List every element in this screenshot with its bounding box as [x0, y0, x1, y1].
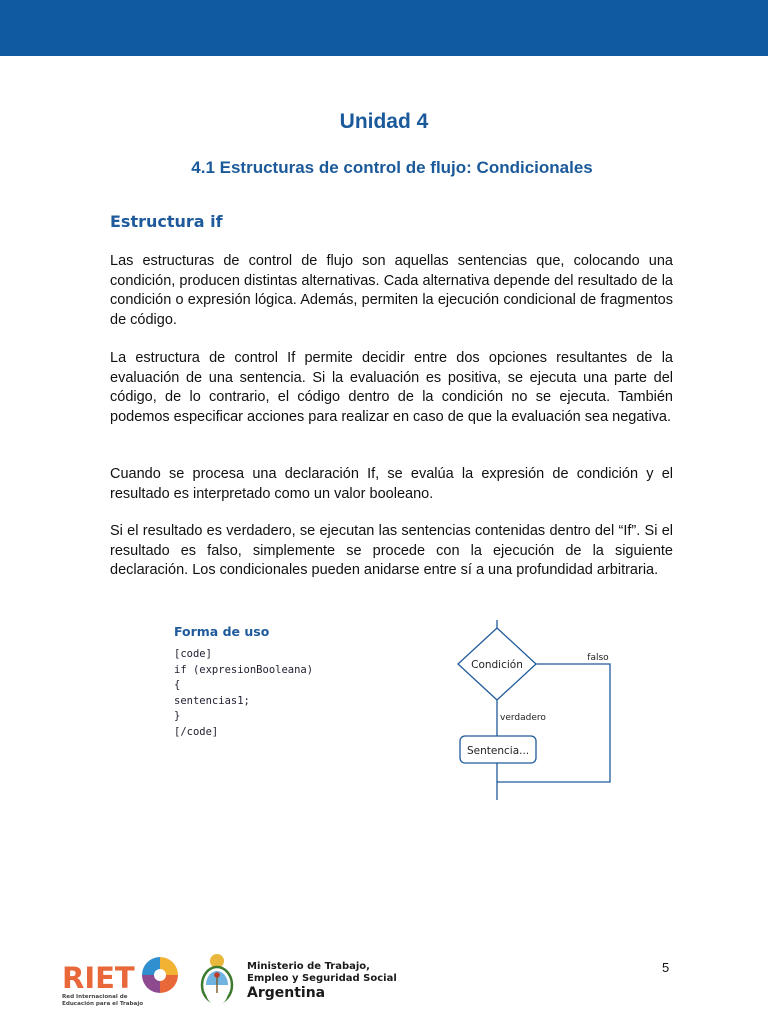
code-line: } [174, 710, 181, 723]
paragraph-1: Las estructuras de control de flujo son aquellas sentencias que, colocando una condición, producen distintas alternativas. Cada alternativa depende del resultado de la condición o expresión lógica. Además, permiten la ejecución condicional de fragmentos de código. [110, 253, 673, 328]
riet-logo-letters: RIET [62, 961, 135, 995]
ministry-country: Argentina [247, 985, 326, 1001]
code-line: { [174, 679, 181, 692]
riet-globe-icon [142, 957, 178, 993]
code-line: [code] [174, 648, 212, 660]
riet-caption: Educación para el Trabajo [62, 1001, 144, 1007]
paragraph-3: Cuando se procesa una declaración If, se evalúa la expresión de condición y el resultado es interpretado como un valor booleano. [110, 466, 673, 502]
paragraph-4: Si el resultado es verdadero, se ejecutan las sentencias contenidas dentro del “If”. Si el resultado es falso, simplemente se procede con la ejecución de la siguiente declaración. Los condicionales pueden anidarse entre sí a una profundidad arbitraria. [110, 523, 673, 578]
section-title: 4.1 Estructuras de control de flujo: Condicionales [191, 158, 593, 177]
argentina-coat-of-arms-icon [197, 952, 237, 1006]
ministry-name-line: Ministerio de Trabajo, [247, 961, 370, 972]
true-label: verdadero [500, 713, 546, 723]
false-label: falso [587, 653, 609, 663]
riet-caption: Red Internacional de [62, 994, 128, 1000]
code-line: if (expresionBooleana) [174, 663, 314, 676]
subheading: Estructura if [110, 212, 223, 231]
false-branch-line [497, 664, 610, 782]
riet-logo [62, 955, 184, 1007]
statement-label: Sentencia... [467, 745, 530, 757]
if-flowchart [440, 620, 640, 805]
ministry-name-line: Empleo y Seguridad Social [247, 973, 397, 984]
page-number: 5 [662, 960, 670, 975]
code-example-title: Forma de uso [174, 624, 270, 639]
condition-label: Condición [471, 659, 523, 671]
code-line: sentencias1; [174, 694, 250, 707]
unit-title: Unidad 4 [339, 110, 429, 133]
code-example [174, 624, 313, 741]
paragraph-2: La estructura de control If permite decidir entre dos opciones resultantes de la evaluación de una sentencia. Si la evaluación es positiva, se ejecuta una parte del código, de lo contrario, el código dentro de la condición no se ejecuta. También podemos especificar acciones para realizar en caso de que la evaluación sea negativa. [110, 350, 673, 425]
ministry-logo [197, 952, 397, 1008]
code-line: [/code] [174, 725, 219, 738]
header-bar [0, 0, 768, 56]
